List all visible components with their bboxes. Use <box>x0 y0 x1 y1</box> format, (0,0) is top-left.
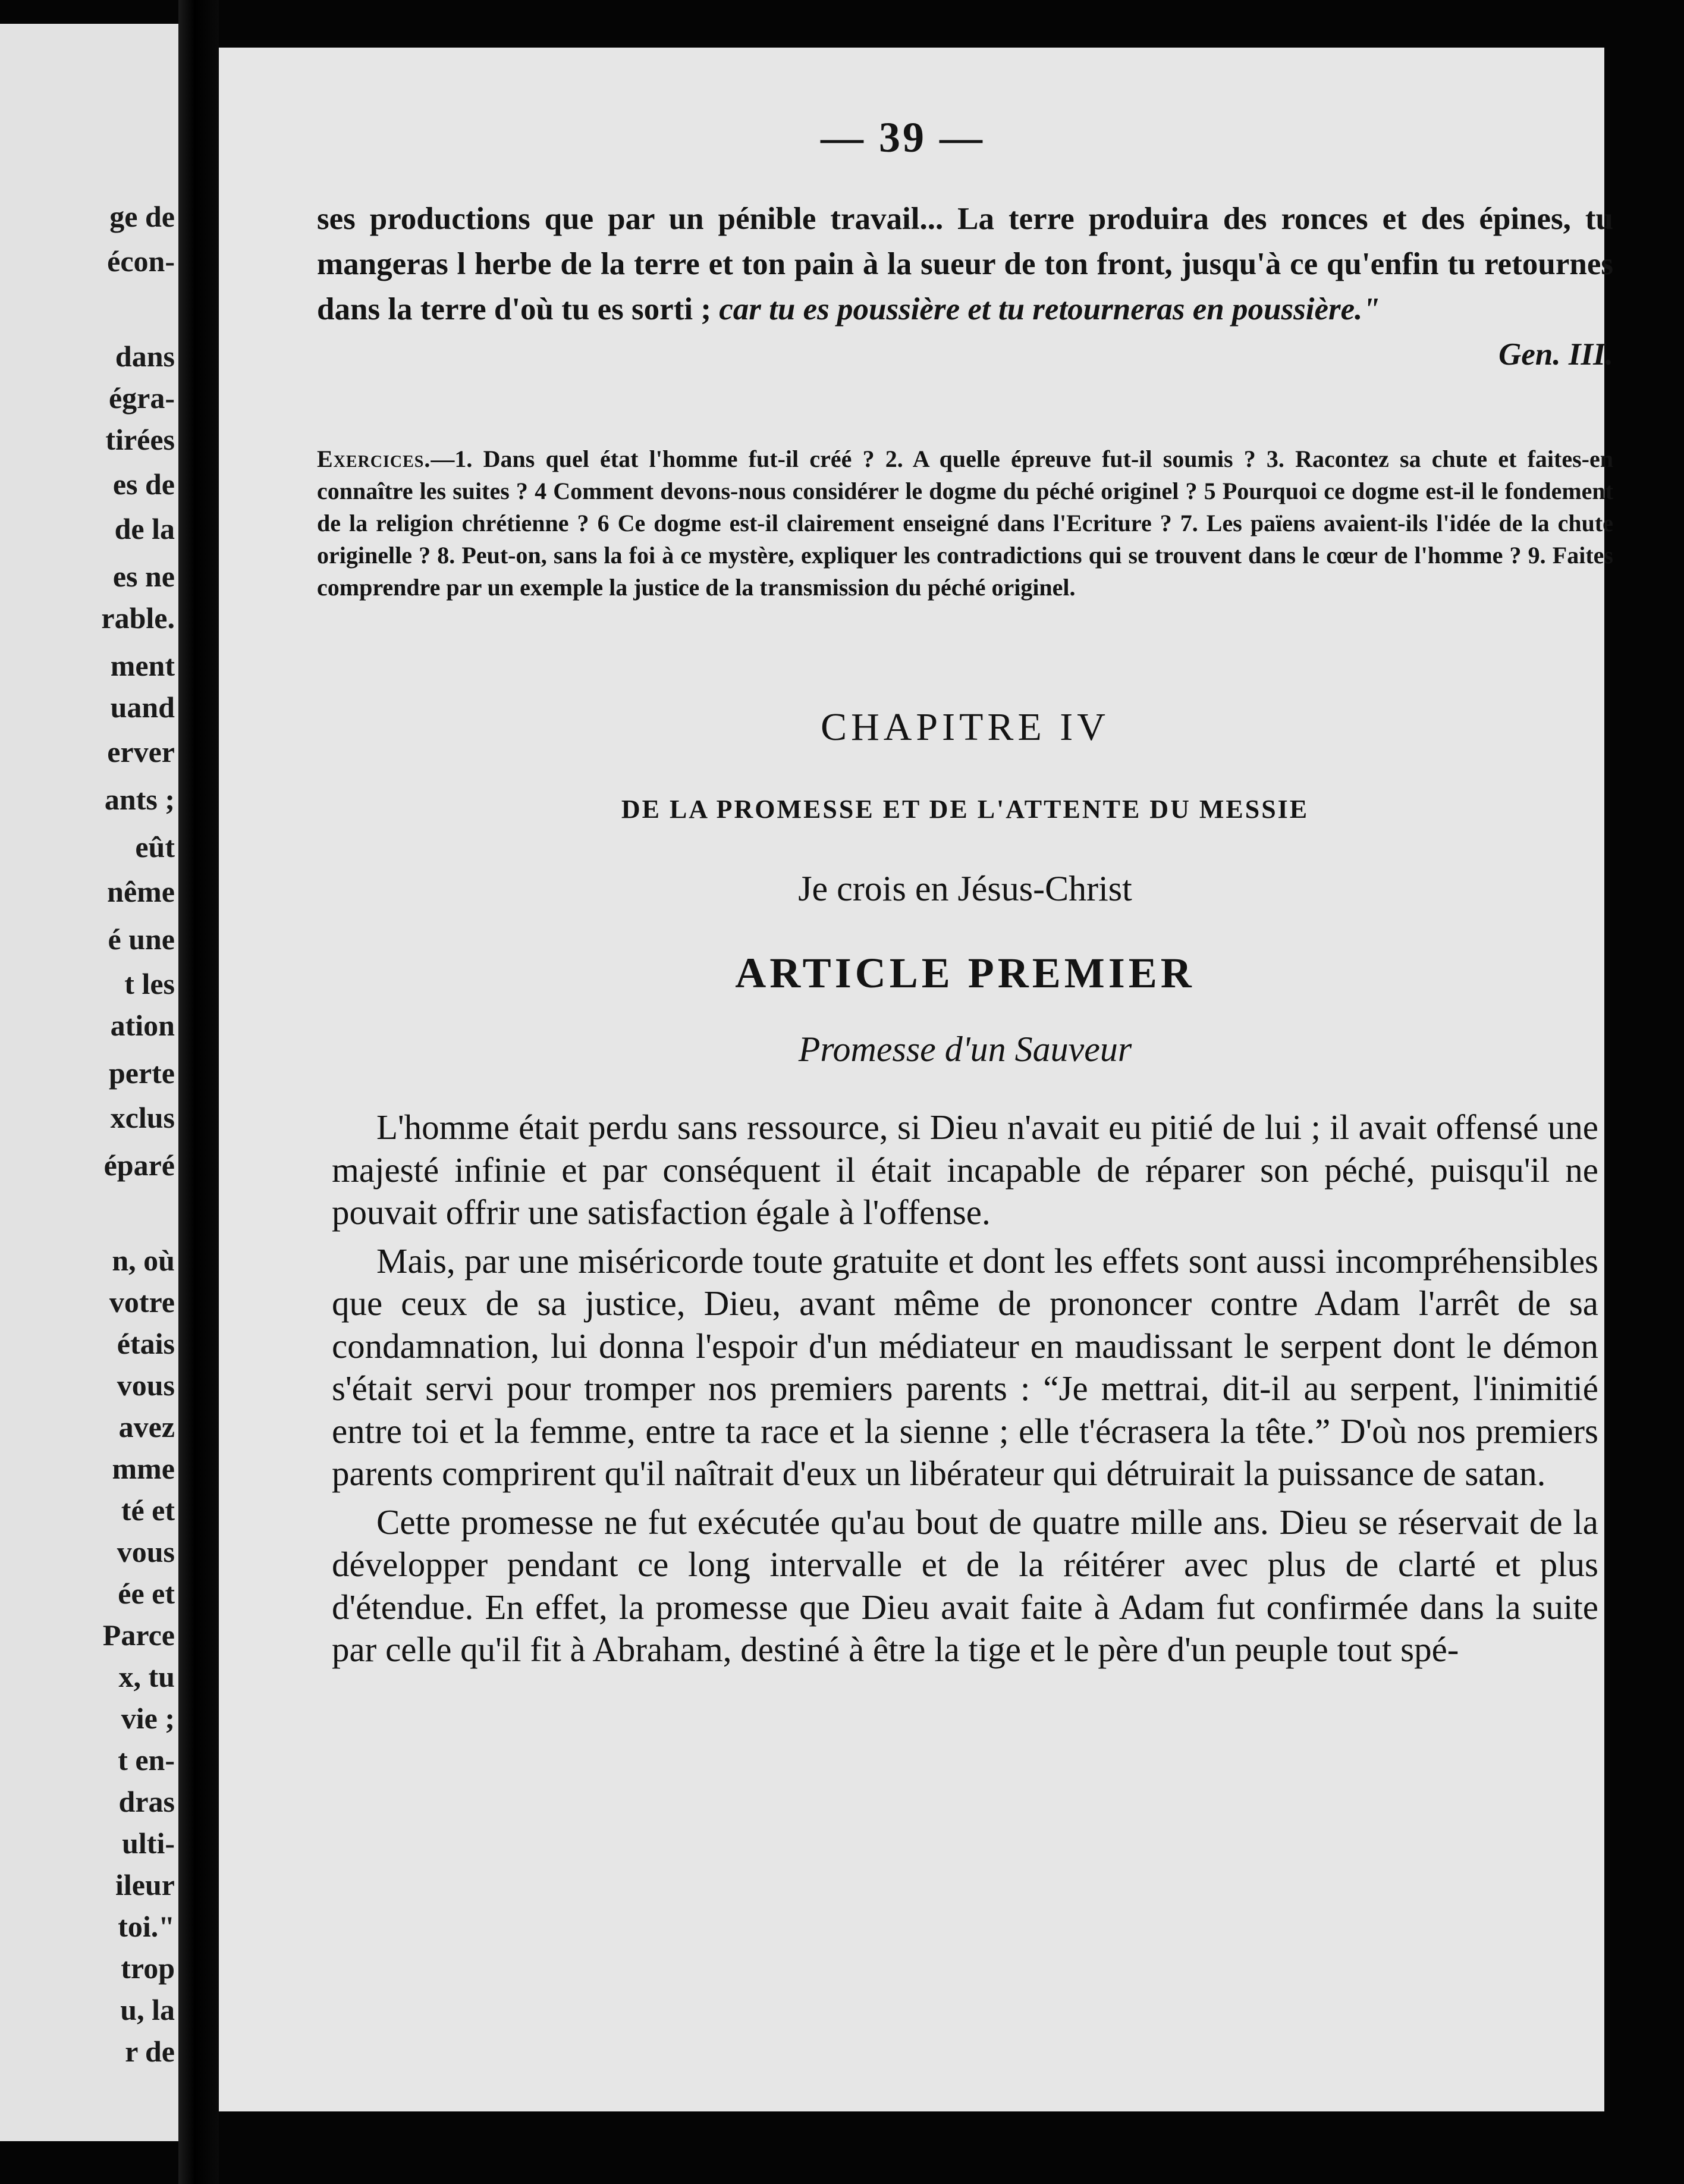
left-page-fragment: écon- <box>107 244 175 278</box>
left-page-fragment: égra- <box>108 381 175 415</box>
left-page-fragment: trop <box>121 1951 175 1985</box>
left-page-fragment: n, où <box>112 1244 175 1277</box>
article-heading: ARTICLE PREMIER <box>735 949 1195 997</box>
left-page-fragment: rable. <box>101 601 175 635</box>
left-page-fragment: erver <box>107 735 175 768</box>
left-page-fragment: tirées <box>105 423 175 456</box>
left-page-fragment: Parce <box>102 1618 175 1652</box>
quote-reference: Gen. III. <box>1498 337 1613 372</box>
left-page-fragment: ée et <box>118 1577 175 1610</box>
body-paragraph: Mais, par une miséricorde toute gratuite et dont les effets sont aussi incompréhensibles que ceux de sa justice, Dieu, avant même de prononcer contre Adam l'arrêt de sa condamnation, lui donna l'espoir d'un médiateur en maudissant le serpent dont le démon s'était servi pour tromper nos premiers parents : “Je mettrai, dit-il au serpent, l'inimitié entre toi et la femme, entre ta race et la sienne ; elle t'écrasera la tête.” D'où nos premiers parents comprirent qu'il naîtrait d'eux un libérateur qui détruirait la puissance de satan. <box>332 1241 1598 1493</box>
left-page-fragment: ment <box>110 649 175 682</box>
left-page-fragment: ants ; <box>104 783 175 816</box>
left-page-fragment: ge de <box>109 200 175 233</box>
section-title: Promesse d'un Sauveur <box>798 1030 1132 1069</box>
quote-paragraph <box>317 196 1613 377</box>
body-paragraph: L'homme était perdu sans ressource, si Dieu n'avait eu pitié de lui ; il avait offensé une majesté infinie et par conséquent il était incapable de réparer son péché, puisqu'il ne pouvait offrir une satisfaction égale à l'offense. <box>332 1107 1598 1232</box>
quote-text: ses productions que par un pénible travail... La terre produira des ronces et des épines, tu mangeras l herbe de la terre et ton pain à la sueur de ton front, jusqu'à ce qu'enfin tu retournes dans la terre d'où tu es sorti ; <box>317 202 1613 327</box>
left-page-fragment: x, tu <box>118 1660 175 1693</box>
left-page-fragment: té et <box>121 1493 175 1527</box>
left-page-fragment: ulti- <box>122 1827 175 1860</box>
exercises-text: —1. Dans quel état l'homme fut-il créé ? 2. A quelle épreuve fut-il soumis ? 3. Racontez sa chute et faites-en connaître les suites ? 4 Comment devons-nous considérer le dogme du péché originel ? 5 Pourquoi ce dogme est-il le fondement de la religion chrétienne ? 6 Ce dogme est-il clairement enseigné dans l'Ecriture ? 7. Les païens avaient-ils l'idée de la chute originelle ? 8. Peut-on, sans la foi à ce mystère, expliquer les contradictions qui se trouvent dans le cœur de l'homme ? 9. Faites comprendre par un exemple la justice de la transmission du péché originel. <box>317 445 1613 601</box>
left-page-fragment: r de <box>125 2035 175 2068</box>
left-page-fragment: es de <box>112 467 175 501</box>
book-gutter <box>178 0 219 2184</box>
left-page-fragment: nême <box>107 875 175 908</box>
left-page-fragment: perte <box>108 1056 175 1090</box>
left-page-fragment: dras <box>118 1785 175 1818</box>
left-page-fragment: é une <box>108 922 175 956</box>
left-page-fragment: dans <box>115 340 175 373</box>
creed-line: Je crois en Jésus-Christ <box>798 869 1132 908</box>
genesis-quote <box>317 196 1613 377</box>
left-page-fragment: es ne <box>112 560 175 593</box>
left-page-fragment: vie ; <box>121 1702 175 1735</box>
left-page-fragment: eût <box>135 830 175 864</box>
page-number: — 39 — <box>821 114 985 161</box>
exercises-block <box>317 443 1613 604</box>
left-page-fragment: t en- <box>118 1743 175 1777</box>
book-page <box>219 48 1613 2111</box>
left-page-fragment: mme <box>112 1452 175 1485</box>
left-facing-page <box>0 24 178 2141</box>
left-page-fragment: t les <box>124 967 175 1000</box>
left-page-fragment: de la <box>114 512 175 545</box>
chapter-subtitle: DE LA PROMESSE ET DE L'ATTENTE DU MESSIE <box>621 795 1309 824</box>
left-page-fragment: toi." <box>118 1910 175 1943</box>
left-page-fragment: ileur <box>115 1868 175 1901</box>
left-page-fragment: vous <box>117 1369 175 1402</box>
left-page-fragment: u, la <box>120 1993 175 2026</box>
left-page-fragment: éparé <box>103 1149 175 1182</box>
left-page-fragment: uand <box>110 691 175 724</box>
chapter-title: CHAPITRE IV <box>821 705 1110 749</box>
exercises-heading: Exercices. <box>317 445 431 472</box>
left-page-fragment: xclus <box>110 1101 175 1134</box>
left-page-fragment: étais <box>117 1327 175 1360</box>
body-paragraph: Cette promesse ne fut exécutée qu'au bout de quatre mille ans. Dieu se réservait de la développer pendant ce long intervalle et de la réitérer avec plus de clarté et plus d'étendue. En effet, la promesse que Dieu avait faite à Adam fut confirmée dans la suite par celle qu'il fit à Abraham, destiné à être la tige et le père d'un peuple tout spé- <box>332 1502 1598 1669</box>
left-page-fragment: vous <box>117 1535 175 1568</box>
left-page-fragment: ation <box>110 1009 175 1042</box>
quote-italic-text: car tu es poussière et tu retourneras en poussière." <box>719 292 1380 327</box>
body-text <box>332 1106 1598 1677</box>
left-page-fragment: avez <box>118 1410 175 1444</box>
left-page-fragment: votre <box>109 1285 175 1319</box>
